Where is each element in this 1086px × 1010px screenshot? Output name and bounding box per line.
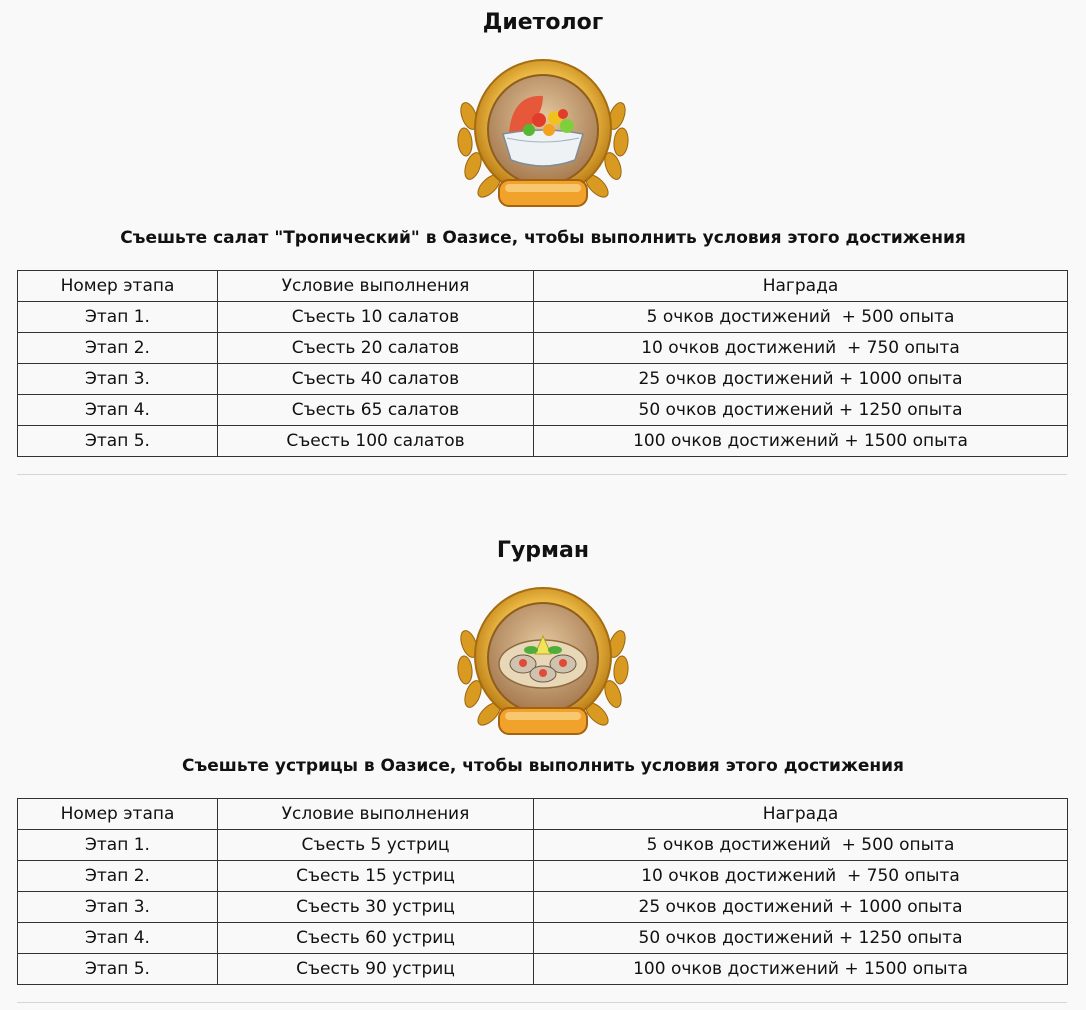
condition-cell: Съесть 10 салатов [218,302,534,333]
condition-cell: Съесть 60 устриц [218,923,534,954]
condition-cell: Съесть 90 устриц [218,954,534,985]
stages-table [17,270,1068,457]
stage-cell: Этап 1. [18,830,218,861]
condition-cell: Съесть 15 устриц [218,861,534,892]
condition-cell: Съесть 65 салатов [218,395,534,426]
reward-cell: 10 очков достижений + 750 опыта [534,861,1068,892]
table-row [18,302,1068,333]
stage-cell: Этап 5. [18,426,218,457]
stage-cell: Этап 1. [18,302,218,333]
table-row [18,830,1068,861]
header-reward: Награда [534,271,1068,302]
reward-cell: 5 очков достижений + 500 опыта [534,302,1068,333]
reward-cell: 50 очков достижений + 1250 опыта [534,923,1068,954]
stage-cell: Этап 2. [18,333,218,364]
stage-cell: Этап 3. [18,892,218,923]
achievement-description: Съешьте устрицы в Оазисе, чтобы выполнить условия этого достижения [182,756,904,776]
table-row [18,426,1068,457]
reward-cell: 50 очков достижений + 1250 опыта [534,395,1068,426]
header-reward: Награда [534,799,1068,830]
header-condition: Условие выполнения [218,799,534,830]
condition-cell: Съесть 100 салатов [218,426,534,457]
table-row [18,923,1068,954]
reward-cell: 5 очков достижений + 500 опыта [534,830,1068,861]
header-condition: Условие выполнения [218,271,534,302]
salad-bowl-icon [451,56,635,212]
reward-cell: 25 очков достижений + 1000 опыта [534,364,1068,395]
stages-table [17,798,1068,985]
achievement-description: Съешьте салат "Тропический" в Оазисе, чтобы выполнить условия этого достижения [120,228,966,248]
table-header-row [18,799,1068,830]
stage-cell: Этап 3. [18,364,218,395]
stage-cell: Этап 4. [18,923,218,954]
condition-cell: Съесть 20 салатов [218,333,534,364]
table-row [18,954,1068,985]
table-row [18,364,1068,395]
section-divider [17,1002,1067,1003]
table-row [18,861,1068,892]
header-stage: Номер этапа [18,271,218,302]
stage-cell: Этап 5. [18,954,218,985]
table-header-row [18,271,1068,302]
section-divider [17,474,1067,475]
stage-cell: Этап 4. [18,395,218,426]
reward-cell: 25 очков достижений + 1000 опыта [534,892,1068,923]
achievement-title: Диетолог [482,10,604,35]
table-row [18,333,1068,364]
reward-cell: 10 очков достижений + 750 опыта [534,333,1068,364]
table-row [18,892,1068,923]
condition-cell: Съесть 5 устриц [218,830,534,861]
reward-cell: 100 очков достижений + 1500 опыта [534,426,1068,457]
achievement-title: Гурман [496,538,590,563]
stage-cell: Этап 2. [18,861,218,892]
reward-cell: 100 очков достижений + 1500 опыта [534,954,1068,985]
oysters-plate-icon [451,584,635,740]
header-stage: Номер этапа [18,799,218,830]
table-row [18,395,1068,426]
condition-cell: Съесть 30 устриц [218,892,534,923]
condition-cell: Съесть 40 салатов [218,364,534,395]
